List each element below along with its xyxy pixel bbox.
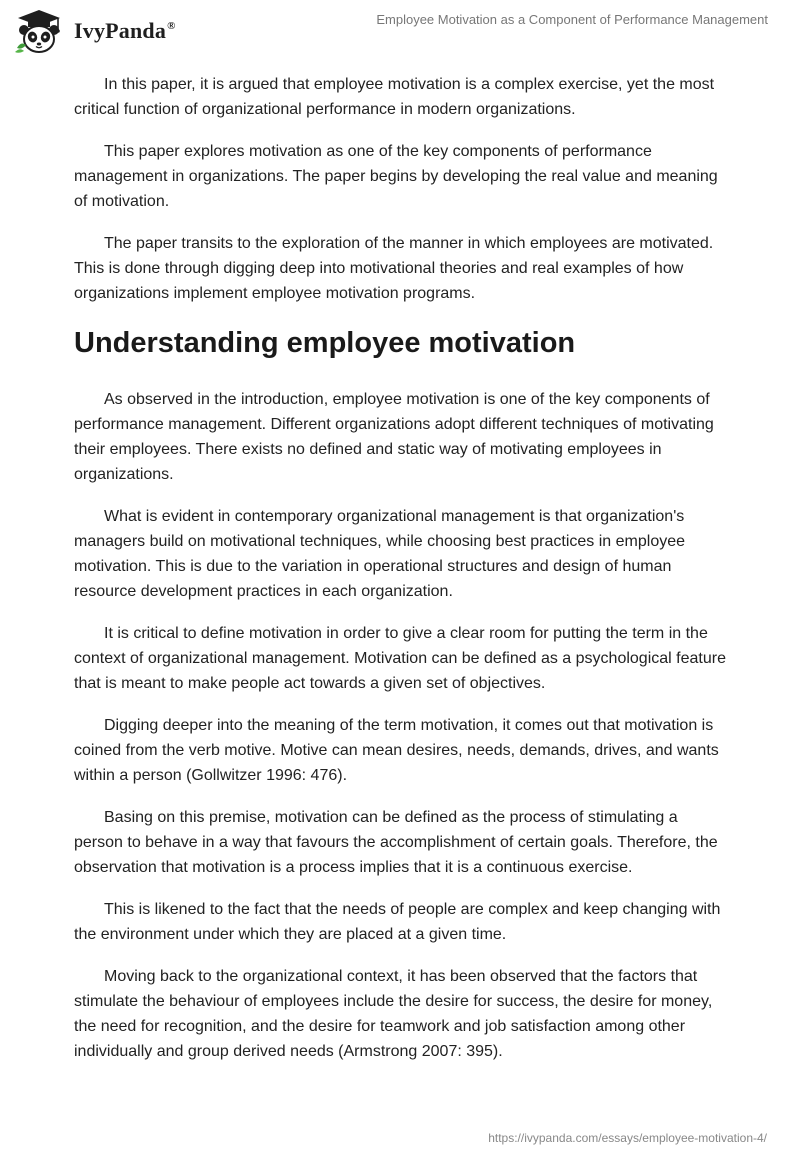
section-paragraph-7: Moving back to the organizational context, it has been observed that the factors that stimulate the behaviour of employees include the desire for success, the desire for money, the need for recognition, and the desire for teamwork and job satisfaction among other individually and group derived needs (Armstrong 2007: 395). [74, 968, 713, 1060]
document-title: Employee Motivation as a Component of Performance Management [376, 12, 768, 27]
section-paragraph-1: As observed in the introduction, employee motivation is one of the key components of performance management. Different organizations adopt different techniques of motivating their employees. There exists no defined and static way of motivating employees in organizations. [74, 391, 714, 483]
section-paragraph-6: This is likened to the fact that the needs of people are complex and keep changing with the environment under which they are placed at a given time. [74, 901, 721, 943]
section-paragraph-2: What is evident in contemporary organizational management is that organization's managers build on motivational techniques, while choosing best practices in employee motivation. This is due to the variation in operational structures and design of human resource development practices in each organization. [74, 508, 686, 600]
section-paragraph-4: Digging deeper into the meaning of the term motivation, it comes out that motivation is coined from the verb motive. Motive can mean desires, needs, demands, drives, and wants within a person (Gollwitzer 1996: 476). [74, 717, 719, 784]
intro-paragraph-1: In this paper, it is argued that employee motivation is a complex exercise, yet the most critical function of organizational performance in modern organizations. [74, 76, 715, 118]
section-paragraph-5: Basing on this premise, motivation can be defined as the process of stimulating a person to behave in a way that favours the accomplishment of certain goals. Therefore, the observation that motivation is a process implies that it is a continuous exercise. [74, 809, 718, 876]
section-paragraph-3: It is critical to define motivation in order to give a clear room for putting the term in the context of organizational management. Motivation can be defined as a psychological feature that is meant to make people act towards a given set of objectives. [74, 625, 726, 692]
page-header [0, 0, 800, 60]
intro-paragraph-3: The paper transits to the exploration of the manner in which employees are motivated. This is done through digging deep into motivational theories and real examples of how organizations implement employee motivation programs. [74, 235, 714, 302]
panda-graduate-icon [14, 8, 64, 54]
logo-text: IvyPanda [74, 18, 167, 43]
source-url[interactable]: https://ivypanda.com/essays/employee-motivation-4/ [488, 1131, 767, 1145]
registered-mark: ® [167, 20, 176, 32]
intro-paragraph-2: This paper explores motivation as one of the key components of performance management in organizations. The paper begins by developing the real value and meaning of motivation. [74, 143, 718, 210]
ivypanda-logo[interactable] [14, 8, 176, 54]
essay-content [74, 72, 728, 1081]
section-heading: Understanding employee motivation [74, 327, 576, 359]
